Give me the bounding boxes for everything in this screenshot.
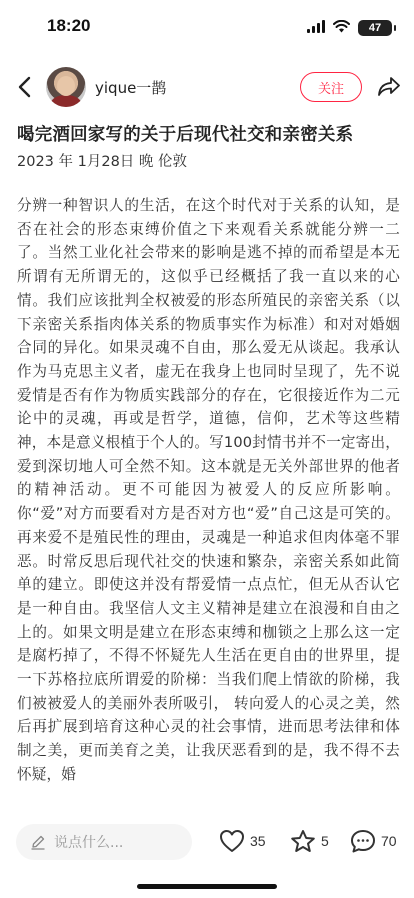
comment-count: 70 — [381, 833, 397, 849]
status-icons — [307, 18, 392, 37]
post-meta: 2023 年 1月28日 晚 伦敦 — [17, 154, 188, 170]
signal-icon — [307, 18, 325, 37]
wifi-icon — [333, 18, 350, 37]
bottom-bar — [0, 812, 414, 898]
post-header — [0, 62, 414, 112]
home-indicator — [137, 884, 277, 889]
collect-button[interactable] — [290, 826, 329, 856]
avatar[interactable] — [46, 67, 86, 107]
post-title: 喝完酒回家写的关于后现代社交和亲密关系 — [17, 125, 354, 145]
edit-icon — [30, 834, 46, 850]
collect-count: 5 — [321, 833, 329, 849]
comment-placeholder: 说点什么... — [54, 835, 124, 851]
share-button[interactable] — [374, 72, 404, 102]
comment-button[interactable] — [350, 826, 397, 856]
comment-icon — [350, 829, 376, 854]
share-icon — [377, 76, 401, 98]
follow-button[interactable]: 关注 — [300, 72, 362, 102]
battery-icon: 47 — [358, 20, 392, 36]
like-count: 35 — [250, 833, 266, 849]
star-icon — [290, 829, 316, 854]
status-time: 18:20 — [47, 16, 91, 35]
post-body: 分辨一种智识人的生活，在这个时代对于关系的认知，是否在社会的形态束缚价值之下来观看关系就能分辨一二了。当然工业化社会带来的影响是逃不掉的而希望是本无所谓有无所谓无的，这似乎已经概括了我一直以来的心情。我们应该批判全权被爱的形态所殖民的亲密关系（以下亲密关系指肉体关系的物质事实作为标准）和对对婚姻合同的异化。如果灵魂不自由，那么爱无从谈起。我承认作为马克思主义者，虚无在我身上也同时呈现了，先不说爱情是否有作为物质实践部分的存在，它很接近作为二元论中的灵魂，再或是哲学，道德，信仰，艺术等这些精神，本是意义根植于个人的。写100封情书并不一定寄出，爱到深切地人可全然不知。这本就是无关外部世界的他者的精神活动。更不可能因为被爱人的反应所影响。你“爱”对方而要看对方是否对方也“爱”自己这是可笑的。再来爱不是殖民性的理由，灵魂是一种追求但肉体毫不罪恶。时常反思后现代社交的快速和繁杂，亲密关系如此简单的建立。即使这并没有帮爱情一点点忙，但无从否认它是一种自由。我坚信人文主义精神是建立在浪漫和自由之上的。如果文明是建立在形态束缚和枷锁之上那么这一定是腐朽掉了，不得不怀疑先人生活在更自由的世界里，提一下苏格拉底所谓爱的阶梯：当我们爬上情欲的阶梯，我们被被爱人的美丽外表所吸引， 转向爱人的心灵之美，然后再扩展到培育这种心灵的社会事情，进而思考法律和体制之美，更而美育之美，让我厌恶看到的是，我不得不去怀疑，婚 — [17, 197, 400, 783]
comment-input[interactable] — [16, 824, 192, 860]
author-name[interactable]: yique一鹊 — [95, 79, 167, 97]
heart-icon — [219, 829, 245, 853]
like-button[interactable] — [219, 826, 266, 856]
back-button[interactable] — [10, 70, 38, 104]
back-icon — [17, 76, 31, 98]
status-bar — [0, 0, 414, 50]
